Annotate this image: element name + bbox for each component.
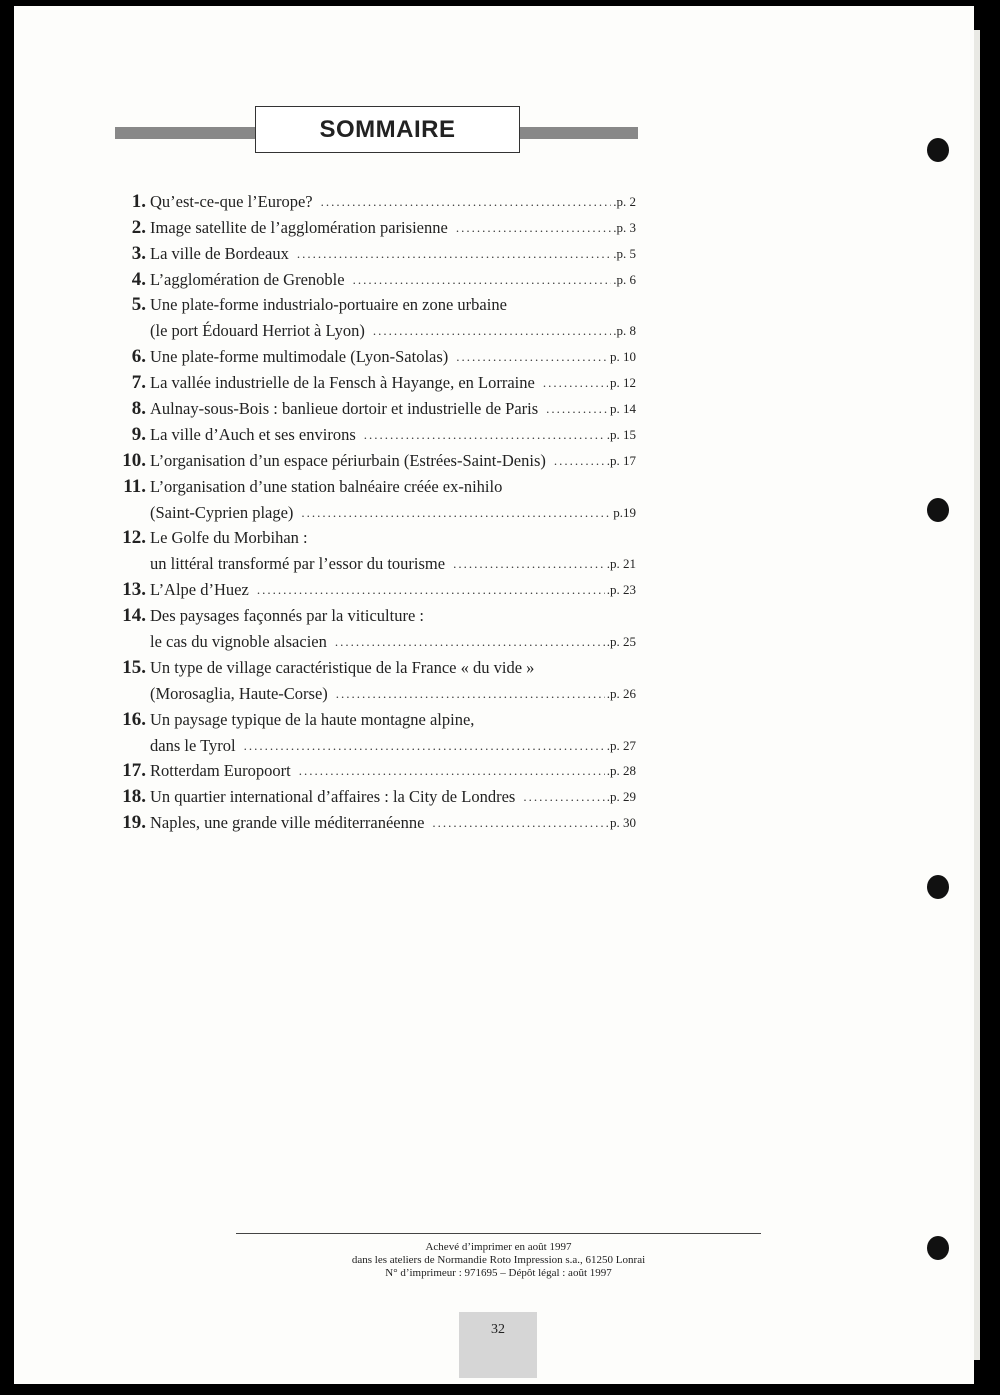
toc-entry-number: 19. xyxy=(122,812,146,834)
toc-page-ref: .p. 25 xyxy=(606,634,636,650)
toc-entry-title: La vallée industrielle de la Fensch à Hayange, en Lorraine xyxy=(150,373,535,393)
toc-page-ref: p. 30 xyxy=(610,815,636,831)
toc-entry xyxy=(114,367,636,393)
toc-entry-number: 13. xyxy=(122,579,146,601)
toc-entry-number: 9. xyxy=(131,423,146,445)
punch-hole xyxy=(927,1236,949,1260)
printer-colophon xyxy=(236,1241,761,1280)
toc-entry xyxy=(114,807,636,833)
toc-page-ref: p. 14 xyxy=(610,401,636,417)
toc-entry-number: 17. xyxy=(122,760,146,782)
toc-entry xyxy=(114,238,636,264)
toc-entry-number: 1. xyxy=(131,190,146,212)
toc-entry xyxy=(114,419,636,445)
colophon-line: Achevé d’imprimer en août 1997 xyxy=(425,1241,572,1253)
toc-entry xyxy=(114,652,636,678)
toc-entry-number: 18. xyxy=(122,786,146,808)
toc-entry-title: L’organisation d’un espace périurbain (Estrées-Saint-Denis) xyxy=(150,450,546,470)
toc-entry xyxy=(114,290,636,316)
toc-page-ref: .p. 27 xyxy=(606,737,636,753)
toc-page-ref: .p. 29 xyxy=(606,789,636,805)
toc-entry xyxy=(114,393,636,419)
toc-entry-title: La ville de Bordeaux xyxy=(150,243,289,263)
toc-page-ref: .p. 3 xyxy=(613,219,636,235)
toc-entry xyxy=(114,730,636,756)
toc-leader-dots xyxy=(456,218,611,238)
toc-entry-title: L’Alpe d’Huez xyxy=(150,580,249,600)
toc-entry xyxy=(114,574,636,600)
toc-leader-dots xyxy=(543,373,608,393)
toc-entry xyxy=(114,212,636,238)
toc-entry-title: Qu’est-ce-que l’Europe? xyxy=(150,191,313,211)
page-edge xyxy=(974,30,980,1360)
toc-leader-dots xyxy=(353,270,612,290)
toc-entry-title: (le port Édouard Herriot à Lyon) xyxy=(150,321,365,341)
toc-entry-number: 10. xyxy=(122,449,146,471)
page-number-box xyxy=(459,1312,537,1378)
punch-hole xyxy=(927,875,949,899)
toc-entry xyxy=(114,341,636,367)
toc-entry xyxy=(114,471,636,497)
toc-entry-number: 14. xyxy=(122,605,146,627)
toc-entry xyxy=(114,264,636,290)
toc-entry xyxy=(114,186,636,212)
toc-leader-dots xyxy=(546,399,608,419)
toc-leader-dots xyxy=(523,787,604,807)
toc-page-ref: p.19 xyxy=(613,504,636,520)
colophon-line: dans les ateliers de Normandie Roto Impression s.a., 61250 Lonrai xyxy=(351,1254,646,1266)
toc-entry-number: 16. xyxy=(122,708,146,730)
toc-entry-title: Image satellite de l’agglomération parisienne xyxy=(150,217,448,237)
toc-page-ref: .p. 6 xyxy=(613,271,636,287)
toc-leader-dots xyxy=(335,632,605,652)
toc-page-ref: .p. 28 xyxy=(606,763,636,779)
toc-entry-title: Une plate-forme industrialo-portuaire en zone urbaine xyxy=(150,295,507,315)
toc-entry xyxy=(114,781,636,807)
toc-entry-number: 2. xyxy=(131,216,146,238)
toc-entry-title: L’organisation d’une station balnéaire créée ex-nihilo xyxy=(150,476,503,496)
toc-entry-title: Naples, une grande ville méditerranéenne xyxy=(150,813,425,833)
toc-page-ref: .p. 15 xyxy=(606,426,636,442)
toc-entry-title: un littéral transformé par l’essor du tourisme xyxy=(150,554,446,574)
page-title: SOMMAIRE xyxy=(319,115,456,143)
toc-entry xyxy=(114,678,636,704)
toc-entry-number: 8. xyxy=(131,398,146,420)
colophon-line: N° d’imprimeur : 971695 – Dépôt légal : août 1997 xyxy=(385,1267,612,1279)
toc-entry-number: 15. xyxy=(122,656,146,678)
toc-entry xyxy=(114,497,636,523)
toc-entry-number: 4. xyxy=(131,268,146,290)
toc-entry-title: Une plate-forme multimodale (Lyon-Satolas) xyxy=(150,347,449,367)
toc-entry-title: Le Golfe du Morbihan : xyxy=(150,528,308,548)
toc-leader-dots xyxy=(373,321,611,341)
toc-entry-number: 5. xyxy=(131,294,146,316)
toc-page-ref: .p. 17 xyxy=(606,452,636,468)
toc-entry-title: Un quartier international d’affaires : la City de Londres xyxy=(150,787,516,807)
toc-page-ref: .p. 2 xyxy=(613,193,636,209)
toc-entry-number: 12. xyxy=(122,527,146,549)
toc-entry-title: Des paysages façonnés par la viticulture : xyxy=(150,606,424,626)
toc-entry-number: 7. xyxy=(131,372,146,394)
toc-page-ref: .p. 5 xyxy=(613,245,636,261)
toc-page-ref: .p. 26 xyxy=(606,685,636,701)
toc-leader-dots xyxy=(321,192,612,212)
toc-entry xyxy=(114,704,636,730)
toc-entry-title: le cas du vignoble alsacien xyxy=(150,632,327,652)
toc-leader-dots xyxy=(336,684,605,704)
title-box xyxy=(255,106,520,153)
toc-leader-dots xyxy=(456,347,608,367)
punch-hole xyxy=(927,498,949,522)
toc-page-ref: .p. 21 xyxy=(606,556,636,572)
toc-entry xyxy=(114,445,636,471)
toc-entry-number: 3. xyxy=(131,242,146,264)
toc-entry-title: (Morosaglia, Haute-Corse) xyxy=(150,683,328,703)
toc-leader-dots xyxy=(554,451,605,471)
toc-page-ref: .p. 8 xyxy=(613,323,636,339)
toc-entry-title: dans le Tyrol xyxy=(150,735,236,755)
toc-leader-dots xyxy=(432,813,608,833)
toc-entry-title: Rotterdam Europoort xyxy=(150,761,291,781)
toc-entry-title: (Saint-Cyprien plage) xyxy=(150,502,294,522)
toc-entry xyxy=(114,523,636,549)
toc-page-ref: .p. 23 xyxy=(606,582,636,598)
toc-leader-dots xyxy=(297,244,611,264)
toc-leader-dots xyxy=(299,761,605,781)
title-bar-left xyxy=(115,127,255,139)
toc-entry xyxy=(114,315,636,341)
toc-entry-number: 11. xyxy=(123,475,146,497)
toc-entry xyxy=(114,756,636,782)
toc-entry xyxy=(114,548,636,574)
toc-leader-dots xyxy=(364,425,605,445)
toc-leader-dots xyxy=(257,580,605,600)
toc-entry-title: Aulnay-sous-Bois : banlieue dortoir et industrielle de Paris xyxy=(150,399,539,419)
toc-entry xyxy=(114,600,636,626)
toc-entry-title: Un paysage typique de la haute montagne alpine, xyxy=(150,709,475,729)
table-of-contents xyxy=(114,186,636,833)
toc-leader-dots xyxy=(301,503,611,523)
toc-leader-dots xyxy=(244,736,605,756)
footer-divider xyxy=(236,1233,761,1234)
toc-leader-dots xyxy=(453,554,605,574)
page-number: 32 xyxy=(491,1322,505,1337)
title-bar-right xyxy=(520,127,638,139)
toc-entry-title: La ville d’Auch et ses environs xyxy=(150,424,356,444)
toc-entry-title: L’agglomération de Grenoble xyxy=(150,269,345,289)
toc-page-ref: p. 10 xyxy=(610,349,636,365)
toc-page-ref: p. 12 xyxy=(610,375,636,391)
toc-entry-number: 6. xyxy=(131,346,146,368)
toc-entry-title: Un type de village caractéristique de la France « du vide » xyxy=(150,657,535,677)
punch-hole xyxy=(927,138,949,162)
toc-entry xyxy=(114,626,636,652)
